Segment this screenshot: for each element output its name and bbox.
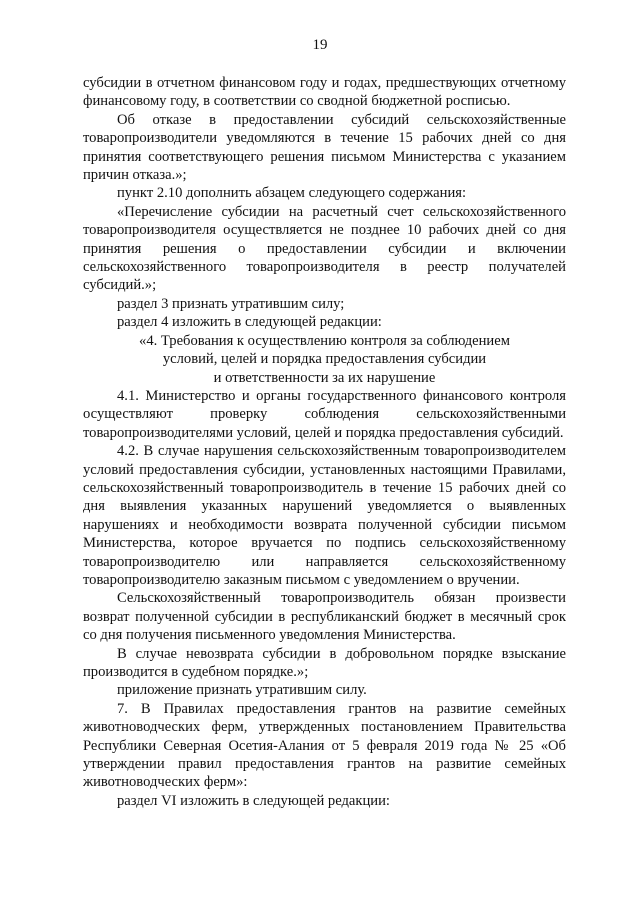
paragraph-clause-2-10: пункт 2.10 дополнить абзацем следующего содержания:	[117, 185, 467, 202]
paragraph-annex-void: приложение признать утратившим силу.	[117, 682, 367, 699]
paragraph-section-4-revision: раздел 4 изложить в следующей редакции:	[117, 314, 382, 331]
paragraph-section-vi-revision: раздел VI изложить в следующей редакции:	[117, 792, 390, 809]
document-body	[83, 74, 566, 810]
paragraph-subsidy-transfer: «Перечисление субсидии на расчетный счет сельскохозяйственного товаропроизводителя осуществляется не позднее 10 рабочих дней со дня принятия решения о предоставлении субсидии и включении сельскохозяйственного товаропроизводителя в реестр получателей субсидий.»;	[83, 203, 566, 294]
section-heading-line-1: «4. Требования к осуществлению контроля за соблюдением	[139, 332, 510, 349]
paragraph-refusal-notice: Об отказе в предоставлении субсидий сельскохозяйственные товаропроизводители уведомляются в течение 15 рабочих дней со дня принятия соответствующего решения письмом Министерства с указанием причин отказа.»;	[83, 111, 566, 184]
paragraph-item-7: 7. В Правилах предоставления грантов на развитие семейных животноводческих ферм, утвержденных постановлением Правительства Республики Северная Осетия-Алания от 5 февраля 2019 года № 25 «Об утверждении правил предоставления грантов на развитие семейных животноводческих ферм»:	[83, 700, 566, 791]
section-heading-line-3: и ответственности за их нарушение	[213, 369, 436, 386]
paragraph-court-recovery: В случае невозврата субсидии в добровольном порядке взыскание производится в судебном порядке.»;	[83, 645, 566, 680]
paragraph-refund-obligation: Сельскохозяйственный товаропроизводитель обязан произвести возврат полученной субсидии в республиканский бюджет в месячный срок со дня получения письменного уведомления Министерства.	[83, 590, 566, 644]
page-number: 19	[312, 37, 328, 53]
section-heading-line-2: условий, целей и порядка предоставления субсидии	[162, 351, 487, 368]
paragraph-continuation: субсидии в отчетном финансовом году и годах, предшествующих отчетному финансовому году, в соответствии со сводной бюджетной росписью.	[83, 75, 566, 110]
section-heading	[83, 332, 566, 387]
paragraph-section-3-void: раздел 3 признать утратившим силу;	[117, 295, 345, 312]
paragraph-4-2: 4.2. В случае нарушения сельскохозяйственным товаропроизводителем условий предоставления субсидии, установленных настоящими Правилами, сельскохозяйственный товаропроизводитель в течение 15 рабочих дней со дня выявления указанных нарушений уведомляется о выявленных нарушениях и необходимости возврата полученной субсидии письмом Министерства, которое вручается по подпись сельскохозяйственному товаропроизводителю или направляется сельскохозяйственному товаропроизводителю заказным письмом с уведомлением о вручении.	[83, 443, 566, 588]
paragraph-4-1: 4.1. Министерство и органы государственного финансового контроля осуществляют проверку соблюдения сельскохозяйственными товаропроизводителями условий, целей и порядка предоставления субсидий.	[83, 387, 566, 441]
